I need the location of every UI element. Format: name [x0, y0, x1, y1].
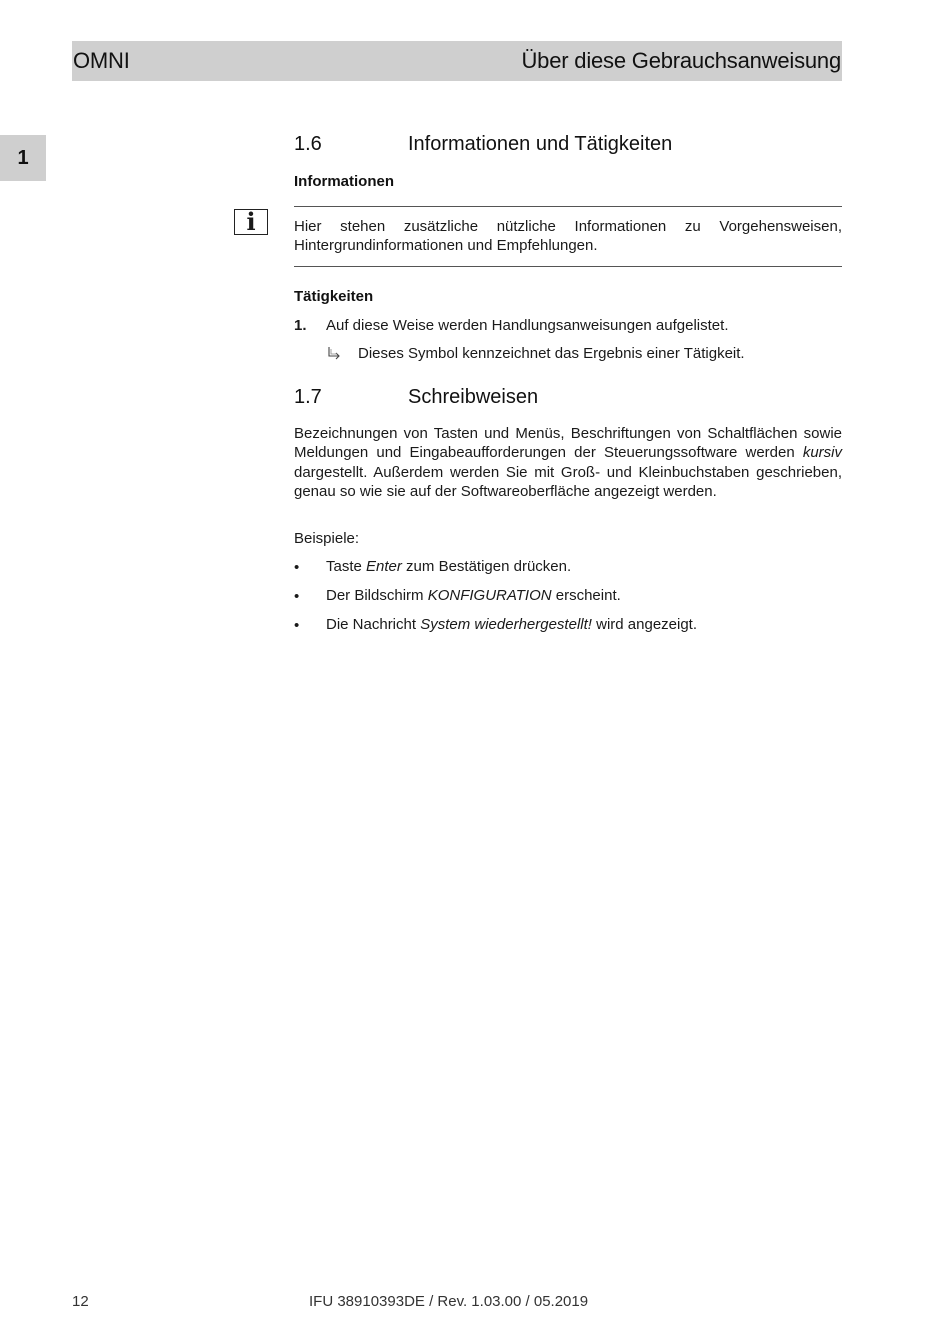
header-section-title: Über diese Gebrauchsanweisung: [521, 48, 841, 73]
page-number: 12: [72, 1293, 89, 1310]
info-text: Hier stehen zusätzliche nützliche Informationen zu Vorgehensweisen, Hintergrundinformationen und Empfehlungen.: [294, 218, 842, 255]
example-item: Der Bildschirm KONFIGURATION erscheint.: [326, 587, 621, 604]
step-number: 1.: [294, 317, 307, 334]
step-text: Auf diese Weise werden Handlungsanweisungen aufgelistet.: [326, 317, 729, 334]
result-text: Dieses Symbol kennzeichnet das Ergebnis einer Tätigkeit.: [358, 345, 745, 362]
example-item: Die Nachricht System wiederhergestellt! wird angezeigt.: [326, 616, 698, 633]
result-arrow-icon: [327, 346, 341, 362]
divider: [294, 266, 842, 267]
tasks-heading: Tätigkeiten: [294, 288, 374, 305]
example-item: Taste Enter zum Bestätigen drücken.: [326, 558, 572, 575]
chapter-tab: 1: [0, 135, 46, 181]
section-title: Informationen und Tätigkeiten: [408, 133, 673, 155]
header-brand: OMNI: [73, 48, 130, 73]
body-paragraph: Bezeichnungen von Tasten und Menüs, Beschriftungen von Schaltflächen sowie Meldungen und Eingabeaufforderungen der Steuerungssoftware werden kursiv dargestellt. Außerdem werden Sie mit Groß- und Kleinbuchstaben geschrieben, genau so wie sie auf der Softwareoberfläche angezeigt werden.: [294, 425, 842, 500]
divider: [294, 206, 842, 207]
page-header: [72, 41, 842, 81]
section-number: 1.7: [294, 386, 322, 408]
section-number: 1.6: [294, 133, 322, 155]
section-title: Schreibweisen: [408, 386, 539, 408]
examples-label: Beispiele:: [294, 530, 360, 547]
italic-term: kursiv: [802, 444, 842, 462]
bullet: •: [294, 617, 300, 634]
document-reference: IFU 38910393DE / Rev. 1.03.00 / 05.2019: [309, 1293, 589, 1310]
bullet: •: [294, 588, 300, 605]
bullet: •: [294, 559, 300, 576]
info-icon: i: [234, 209, 268, 235]
info-heading: Informationen: [294, 173, 394, 190]
